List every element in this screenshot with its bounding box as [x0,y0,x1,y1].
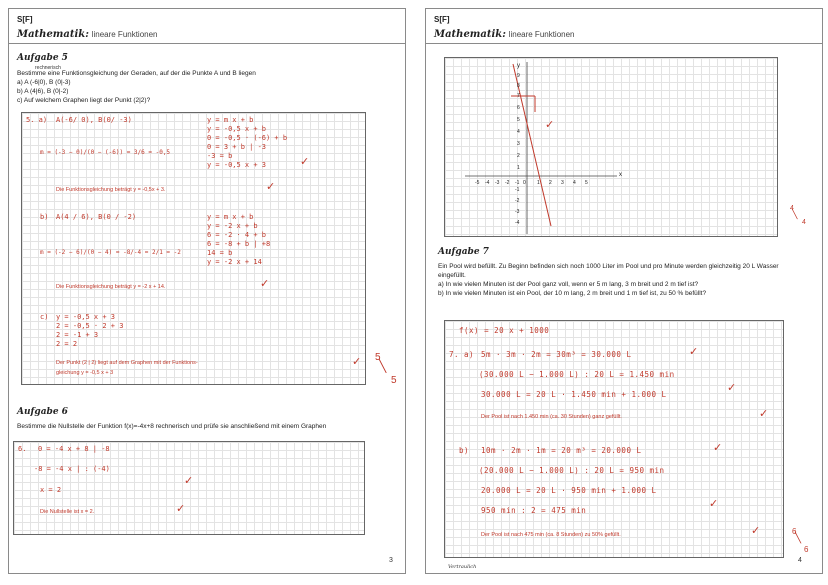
sol7a-line-1: 5m · 3m · 2m = 30m³ = 30.000 L [481,350,632,359]
sol6-line-2: -8 = -4 x | : (-4) [34,465,110,473]
sol5b-points: A(4 / 6), B(0 / -2) [56,213,137,221]
task5-title: Aufgabe 5 [17,53,68,63]
sol6-line-3: x = 2 [40,486,62,494]
sol5c-eq-3: 2 = -1 + 3 [56,331,99,339]
sol5a-eq-5: -3 = b [207,152,233,160]
y-tick: 3 [517,141,520,147]
x-tick: 1 [537,180,540,186]
task5-note: rechnerisch [35,65,61,71]
page-header: S[F] [434,15,450,24]
sol5c-eq-4: 2 = 2 [56,340,78,348]
task7-a: a) In wie vielen Minuten ist der Pool ganz voll, wenn er 5 m lang, 3 m breit und 2 m tief ist? [438,281,699,288]
sol5a-label: 5. a) [26,116,48,124]
logo: Vertraulich [448,564,477,570]
page-number: 4 [798,557,802,564]
sol6-label: 6. [18,445,27,453]
sol5b-eq-3: 6 = -2 · 4 + b [207,231,267,239]
task6-title: Aufgabe 6 [17,407,68,417]
checkmark-icon: ✓ [727,382,737,394]
task7-prompt-2: eingefüllt. [438,272,466,279]
checkmark-icon: ✓ [689,346,699,358]
sol7b-label: b) [459,446,470,455]
checkmark-icon: ✓ [176,503,186,515]
y-tick: 8 [517,83,520,89]
x-tick: 4 [573,180,576,186]
sol5b-eq-2: y = -2 x + b [207,222,258,230]
task5-solution-grid [21,112,366,385]
sol5c-label: c) [40,313,49,321]
task6-solution-grid [13,441,365,535]
checkmark-icon: ✓ [266,181,276,193]
score-task5-denominator: 5 [391,375,397,386]
sol7b-line-3: 20.000 L = 20 L · 950 min + 1.000 L [481,486,657,495]
x-tick: 5 [585,180,588,186]
sol7a-line-2: (30.000 L − 1.000 L) : 20 L = 1.450 min [479,370,675,379]
page-number: 3 [389,557,393,564]
graph-grid [444,57,778,237]
sol7b-result: Der Pool ist nach 475 min (ca. 8 Stunden) zu 50% gefüllt. [481,532,621,538]
sol6-line-1: 0 = -4 x + 8 | -8 [38,445,110,453]
topic: lineare Funktionen [508,30,575,39]
sol5a-eq-6: y = -0,5 x + 3 [207,161,267,169]
sol5a-slope: m = (-3 − 0)/(0 − (-6)) = 3/6 = -0,5 [40,149,171,156]
score-task5-numerator: 5 [375,352,381,363]
graph-canvas [445,58,779,238]
task6-prompt: Bestimme die Nullstelle der Funktion f(x)=-4x+8 rechnerisch und prüfe sie anschließend mit einem Graphen [17,423,327,430]
header-divider [9,43,405,44]
sol5b-eq-1: y = m x + b [207,213,254,221]
task7-title: Aufgabe 7 [438,247,489,257]
page-header: S[F] [17,15,33,24]
sol7a-label: 7. a) [449,350,475,359]
y-tick: -2 [515,198,520,204]
score-slash: ╲ [792,209,798,219]
sol5b-eq-4: 6 = -8 + b | +8 [207,240,271,248]
x-tick: -5 [475,180,480,186]
sol5a-points: A(-6/ 0), B(0/ -3) [56,116,132,124]
sol5a-result: Die Funktionsgleichung beträgt y = -0,5x + 3. [56,187,166,193]
sol7a-result: Der Pool ist nach 1.450 min (ca. 30 Stunden) ganz gefüllt. [481,414,622,420]
sol5b-result: Die Funktionsgleichung beträgt y = -2 x + 14. [56,284,166,290]
subject-title: Mathematik: [434,29,506,40]
x-axis-label: x [619,172,622,178]
subject-line [17,29,158,40]
sol7-function: f(x) = 20 x + 1000 [459,326,550,335]
topic: lineare Funktionen [91,30,158,39]
checkmark-icon: ✓ [751,525,761,537]
score-graph-numerator: 4 [790,205,794,212]
score-task7-numerator: 6 [792,527,797,536]
y-tick: 5 [517,117,520,123]
sol5c-eq-2: 2 = -0,5 · 2 + 3 [56,322,124,330]
sol5a-eq-3: 0 = -0,5 · (-6) + b [207,134,288,142]
score-slash: ╲ [795,533,802,544]
x-tick: -4 [485,180,490,186]
task5-b: b) A (4|6), B (0|-2) [17,88,69,95]
task5-prompt: Bestimme eine Funktionsgleichung der Geraden, auf der die Punkte A und B liegen [17,70,256,77]
checkmark-icon: ✓ [184,475,194,487]
sol5a-eq-1: y = m x + b [207,116,254,124]
score-graph-denominator: 4 [802,219,806,226]
subject-line [434,29,575,40]
score-slash: ╲ [379,359,387,373]
sol5a-eq-2: y = -0,5 x + b [207,125,267,133]
y-tick: -3 [515,209,520,215]
x-tick: -2 [505,180,510,186]
checkmark-icon: ✓ [260,278,270,290]
sol7b-line-2: (20.000 L − 1.000 L) : 20 L = 950 min [479,466,665,475]
sol7a-line-3: 30.000 L = 20 L · 1.450 min + 1.000 L [481,390,667,399]
y-tick: 1 [517,165,520,171]
y-tick: 9 [517,73,520,79]
sol7b-line-4: 950 min : 2 = 475 min [481,506,587,515]
score-task7-denominator: 6 [804,545,809,554]
checkmark-icon: ✓ [759,408,769,420]
y-tick: 4 [517,129,520,135]
subject-title: Mathematik: [17,29,89,40]
sol5c-result-2: gleichung y = -0,5 x + 3 [56,370,114,376]
header-divider [426,43,822,44]
task7-b: b) In wie vielen Minuten ist ein Pool, der 10 m lang, 2 m breit und 1 m tief ist, zu 50 % befüllt? [438,290,707,297]
x-tick: -1 [515,180,520,186]
checkmark-icon: ✓ [300,156,310,168]
y-tick: 2 [517,153,520,159]
sol5b-eq-5: 14 = b [207,249,233,257]
task5-c: c) Auf welchem Graphen liegt der Punkt (2|2)? [17,97,151,104]
checkmark-icon: ✓ [709,498,719,510]
sol7b-line-1: 10m · 2m · 1m = 20 m³ = 20.000 L [481,446,642,455]
sol5a-eq-4: 0 = 3 + b | -3 [207,143,267,151]
sol5b-slope: m = (-2 − 6)/(0 − 4) = -8/-4 = 2/1 = -2 [40,249,181,256]
x-tick: -3 [495,180,500,186]
sol6-line-4: Die Nullstelle ist x = 2. [40,509,95,515]
y-tick: 6 [517,105,520,111]
y-axis-label: y [517,63,520,69]
checkmark-icon: ✓ [352,356,362,368]
task7-solution-grid [444,320,784,558]
sol5b-eq-6: y = -2 x + 14 [207,258,262,266]
sol5c-eq-1: y = -0,5 x + 3 [56,313,116,321]
x-tick: 2 [549,180,552,186]
right-page [425,8,823,574]
x-tick: 3 [561,180,564,186]
task7-prompt-1: Ein Pool wird befüllt. Zu Beginn befinden sich noch 1000 Liter im Pool und pro Minute werden gleichzeitig 20 L Wasser [438,263,779,270]
sol5b-label: b) [40,213,49,221]
sol5c-result-1: Der Punkt (2 | 2) liegt auf dem Graphen mit der Funktions- [56,360,198,366]
checkmark-icon: ✓ [713,442,723,454]
left-page [8,8,406,574]
task5-a: a) A (-6|0), B (0|-3) [17,79,71,86]
checkmark-icon: ✓ [545,119,555,131]
x-tick: 0 [523,180,526,186]
y-tick: -1 [515,187,520,193]
y-tick: -4 [515,220,520,226]
y-tick: 7 [517,93,520,99]
